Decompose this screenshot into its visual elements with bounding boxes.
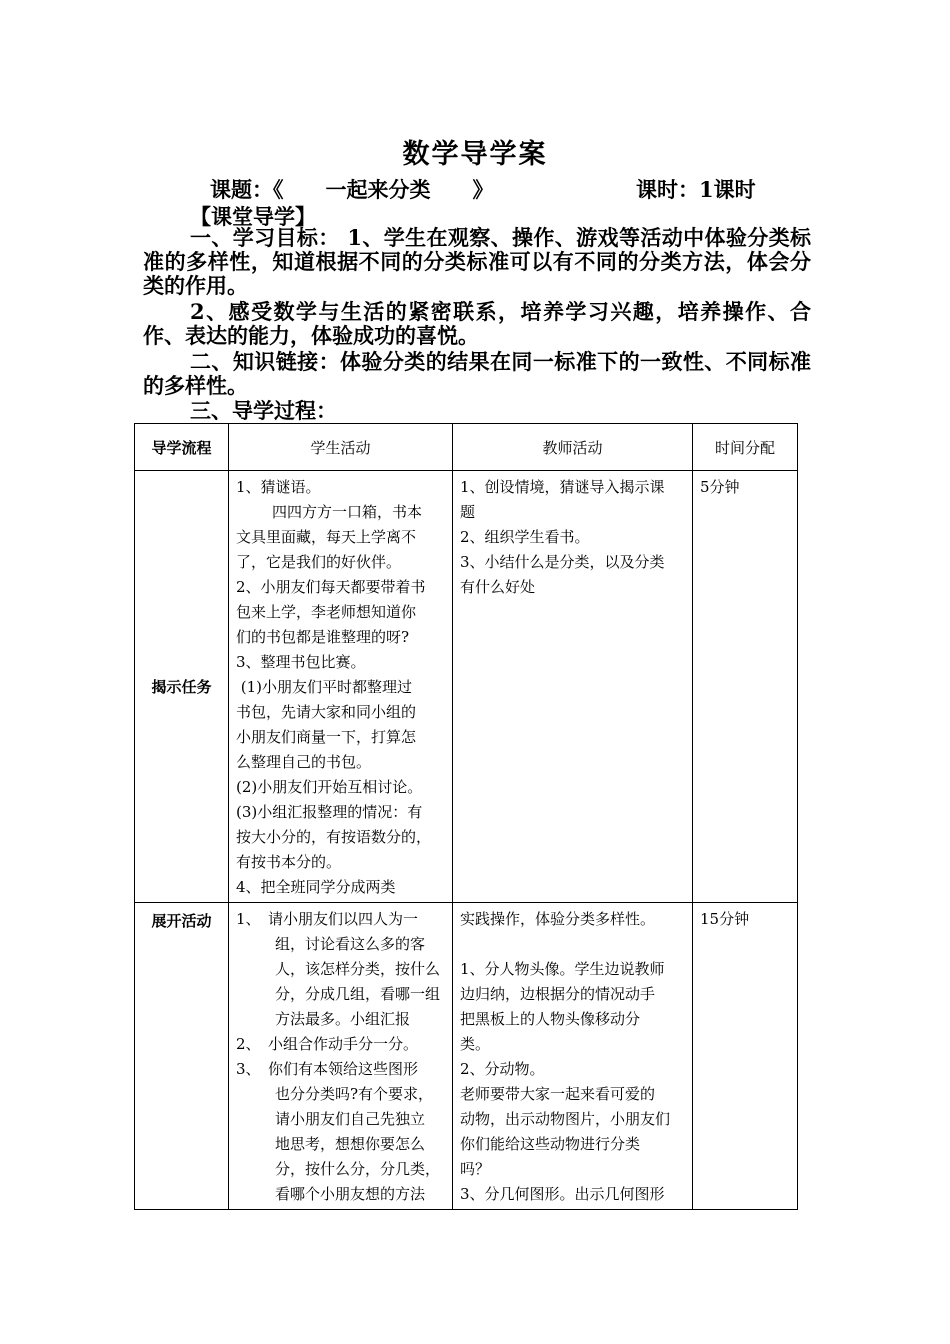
teacher-activity-cell xyxy=(453,471,693,903)
text-line: 四四方方一口箱，书本 xyxy=(272,503,423,521)
text-line: 边归纳，边根据分的情况动手 xyxy=(460,985,656,1003)
text-line: 人，该怎样分类，按什么 xyxy=(275,960,441,978)
text-line: (2)小朋友们开始互相讨论。 xyxy=(236,778,423,796)
text-line: 吗？ xyxy=(460,1160,491,1178)
lesson-period: 课时：1课时 xyxy=(636,177,756,202)
time-value: 5分钟 xyxy=(700,478,740,496)
table-row xyxy=(135,471,798,903)
text-line: 小朋友们商量一下，打算怎 xyxy=(236,728,417,746)
text-line: 1、分人物头像。学生边说教师 xyxy=(460,960,665,978)
text-line: 请小朋友们自己先独立 xyxy=(275,1110,426,1128)
text-line: 2、分动物。 xyxy=(460,1060,545,1078)
text-line: 老师要带大家一起来看可爱的 xyxy=(460,1085,656,1103)
text-line: 看哪个小朋友想的方法 xyxy=(275,1185,426,1203)
text-line: 1、 请小朋友们以四人为一 xyxy=(236,910,419,928)
flow-cell xyxy=(135,471,229,903)
text-line xyxy=(460,932,685,957)
text-line: 也分分类吗?有个要求， xyxy=(275,1085,434,1103)
text-line: 分，分成几组，看哪一组 xyxy=(275,985,441,1003)
time-cell xyxy=(693,903,798,1210)
text-line: 了，它是我们的好伙伴。 xyxy=(236,553,402,571)
text-line: 实践操作，体验分类多样性。 xyxy=(460,910,656,928)
text-line: 类。 xyxy=(460,1035,491,1053)
document-title: 数学导学案 xyxy=(402,139,548,170)
header-teacher: 教师活动 xyxy=(453,424,693,471)
knowledge-link: 二、知识链接：体验分类的结果在同一标准下的一致性、不同标准的多样性。 xyxy=(143,349,811,398)
text-line: 动物，出示动物图片，小朋友们 xyxy=(460,1110,671,1128)
text-line: (1)小朋友们平时都整理过 xyxy=(236,678,413,696)
text-line: 2、 小组合作动手分一分。 xyxy=(236,1035,419,1053)
text-line: 2、小朋友们每天都要带着书 xyxy=(236,578,426,596)
header-time: 时间分配 xyxy=(693,424,798,471)
text-line: 3、 你们有本领给这些图形 xyxy=(236,1060,419,1078)
text-line: 包来上学，李老师想知道你 xyxy=(236,603,417,621)
text-line: 们的书包都是谁整理的呀? xyxy=(236,628,410,646)
section-heading: 【课堂导学】 xyxy=(190,204,316,229)
text-line: 按大小分的，有按语数分的， xyxy=(236,828,432,846)
text-line: 有什么好处 xyxy=(460,578,536,596)
course-title: 课题：《 一起来分类 》 xyxy=(210,177,494,202)
time-cell xyxy=(693,471,798,903)
text-line: 1、创设情境，猜谜导入揭示课 xyxy=(460,478,665,496)
header-student: 学生活动 xyxy=(229,424,453,471)
text-line: 3、分几何图形。出示几何图形 xyxy=(460,1185,665,1203)
text-line: 地思考，想想你要怎么 xyxy=(275,1135,426,1153)
text-line: 你们能给这些动物进行分类 xyxy=(460,1135,641,1153)
text-line: 分，按什么分，分几类， xyxy=(275,1160,441,1178)
text-line: 组，讨论看这么多的客 xyxy=(275,935,426,953)
text-line: 1、猜谜语。 xyxy=(236,478,321,496)
header-flow: 导学流程 xyxy=(135,424,229,471)
text-line: 方法最多。小组汇报 xyxy=(275,1010,411,1028)
text-line: 2、组织学生看书。 xyxy=(460,528,590,546)
text-line: 书包，先请大家和同小组的 xyxy=(236,703,417,721)
text-line: 么整理自己的书包。 xyxy=(236,753,372,771)
time-value: 15分钟 xyxy=(700,910,750,928)
table-header-row xyxy=(135,424,798,471)
lesson-table xyxy=(134,423,798,1210)
text-line: (3)小组汇报整理的情况：有 xyxy=(236,803,423,821)
learning-objectives: 一、学习目标： 1、学生在观察、操作、游戏等活动中体验分类标准的多样性，知道根据不同的分类标准可以有不同的分类方法，体会分类的作用。 xyxy=(143,225,811,298)
flow-cell xyxy=(135,903,229,1210)
student-activity-cell xyxy=(229,903,453,1210)
flow-label: 展开活动 xyxy=(151,912,212,930)
student-activity-cell xyxy=(229,471,453,903)
text-line: 3、小结什么是分类，以及分类 xyxy=(460,553,665,571)
text-line: 文具里面藏，每天上学离不 xyxy=(236,528,417,546)
process-heading: 三、导学过程： xyxy=(190,398,337,423)
text-line: 4、把全班同学分成两类 xyxy=(236,878,396,896)
teacher-activity-cell xyxy=(453,903,693,1210)
flow-label: 揭示任务 xyxy=(151,678,212,696)
table-row xyxy=(135,903,798,1210)
text-line: 3、整理书包比赛。 xyxy=(236,653,366,671)
text-line: 把黑板上的人物头像移动分 xyxy=(460,1010,641,1028)
text-line: 有按书本分的。 xyxy=(236,853,342,871)
text-line: 题 xyxy=(460,503,476,521)
learning-objective-2: 2、感受数学与生活的紧密联系，培养学习兴趣，培养操作、合作、表达的能力，体验成功的喜悦。 xyxy=(143,299,811,348)
